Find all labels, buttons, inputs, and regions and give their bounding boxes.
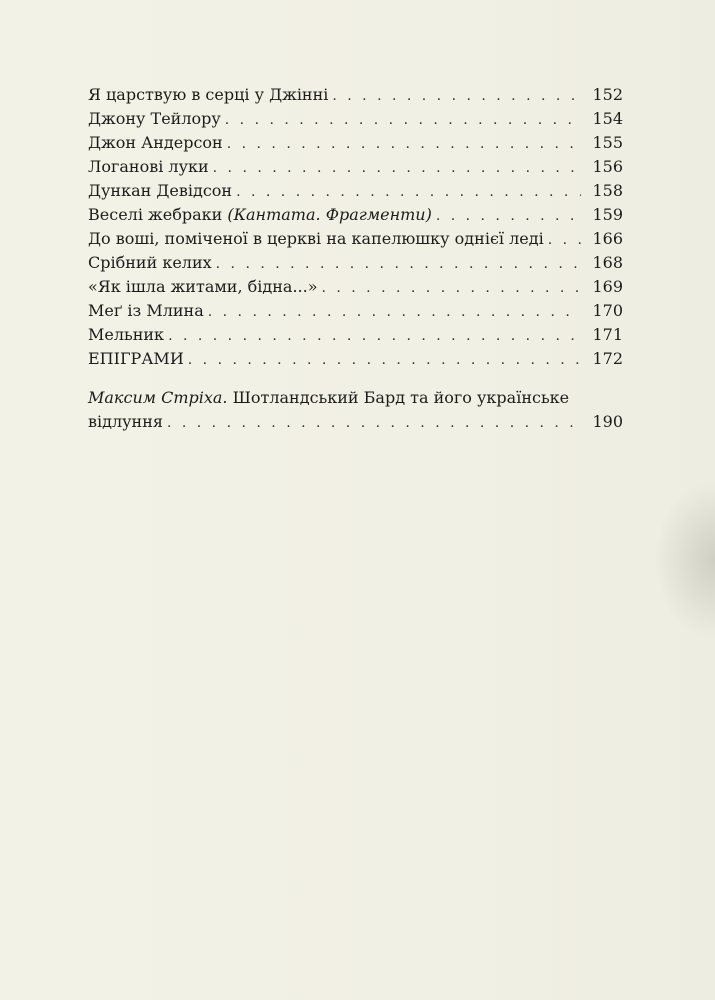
toc-entry-title: Я царствую в серці у Джінні xyxy=(88,85,329,104)
toc-entry-title: Логанові луки xyxy=(88,157,209,176)
toc-leader-dots xyxy=(236,180,581,204)
afterword-page: 190 xyxy=(592,412,623,431)
toc-entry xyxy=(88,83,623,107)
toc-entry-page: 170 xyxy=(592,301,623,320)
toc-leader-dots xyxy=(168,324,581,348)
toc-entry-subtitle: (Кантата. Фрагменти) xyxy=(227,205,432,224)
toc-entry-page: 154 xyxy=(592,109,623,128)
toc-entry xyxy=(88,203,623,227)
toc-entry-title-main: Веселі жебраки xyxy=(88,205,223,224)
toc-entry xyxy=(88,107,623,131)
toc-entry-page: 166 xyxy=(592,229,623,248)
toc-leader-dots xyxy=(436,204,581,228)
toc-entry-title: Меґ із Млина xyxy=(88,301,204,320)
afterword-author: Максим Стріха. xyxy=(88,388,228,407)
toc-entry-page: 169 xyxy=(592,277,623,296)
toc-entry-page: 159 xyxy=(592,205,623,224)
afterword-title-part-2: відлуння xyxy=(88,412,163,431)
toc-entry xyxy=(88,179,623,203)
toc-entry-page: 156 xyxy=(592,157,623,176)
afterword-line-2 xyxy=(88,410,623,434)
toc-leader-dots xyxy=(321,276,581,300)
afterword-title-part-1: Шотландський Бард та його українське xyxy=(232,388,570,407)
toc-leader-dots xyxy=(227,132,581,156)
toc-entry-page: 168 xyxy=(592,253,623,272)
toc-entry-title xyxy=(88,203,432,227)
toc-entry xyxy=(88,275,623,299)
toc-entry xyxy=(88,131,623,155)
toc-entry-title: До воші, поміченої в церкві на капелюшку однієї леді xyxy=(88,229,544,248)
toc-entry xyxy=(88,323,623,347)
toc-entry xyxy=(88,227,623,251)
toc-leader-dots xyxy=(332,84,581,108)
toc-entry xyxy=(88,347,623,371)
toc-entry-page: 172 xyxy=(592,349,623,368)
afterword-entry xyxy=(88,386,623,434)
toc-entry-title: Мельник xyxy=(88,325,165,344)
table-of-contents xyxy=(88,83,623,371)
toc-entry-page: 171 xyxy=(592,325,623,344)
toc-entry-title: «Як ішла житами, бідна...» xyxy=(88,277,318,296)
toc-entry-title: ЕПІГРАМИ xyxy=(88,349,184,368)
afterword-line-1 xyxy=(88,386,623,410)
toc-entry xyxy=(88,155,623,179)
toc-entry-title: Дункан Девідсон xyxy=(88,181,233,200)
toc-leader-dots xyxy=(216,252,581,276)
page-shadow xyxy=(655,480,715,640)
toc-entry-title: Джон Андерсон xyxy=(88,133,223,152)
toc-leader-dots xyxy=(167,411,581,435)
toc-entry-page: 152 xyxy=(592,85,623,104)
toc-leader-dots xyxy=(188,348,581,372)
toc-entry xyxy=(88,251,623,275)
toc-entry-page: 158 xyxy=(592,181,623,200)
toc-entry xyxy=(88,299,623,323)
toc-leader-dots xyxy=(208,300,581,324)
toc-leader-dots xyxy=(213,156,581,180)
toc-leader-dots xyxy=(225,108,581,132)
toc-entry-title: Джону Тейлору xyxy=(88,109,221,128)
toc-entry-page: 155 xyxy=(592,133,623,152)
toc-leader-dots xyxy=(548,228,581,252)
toc-entry-title: Срібний келих xyxy=(88,253,212,272)
